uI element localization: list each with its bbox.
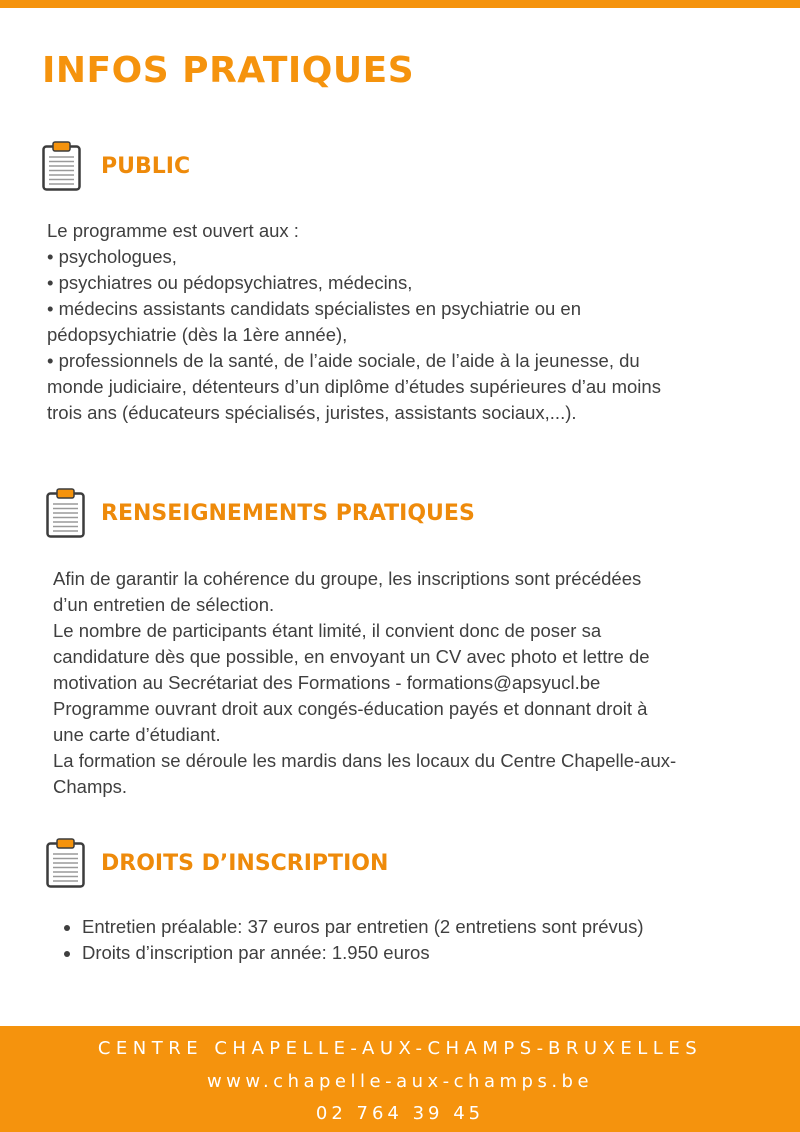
text-line: motivation au Secrétariat des Formations - formations@apsyucl.be xyxy=(53,672,601,693)
footer xyxy=(0,1026,800,1132)
text-line: • psychiatres ou pédopsychiatres, médecins, xyxy=(47,272,413,293)
clipboard-icon xyxy=(42,140,82,192)
section-heading-droits: DROITS D’INSCRIPTION xyxy=(101,851,389,876)
text-line: • professionnels de la santé, de l’aide sociale, de l’aide à la jeunesse, du xyxy=(47,350,640,371)
text-line: Afin de garantir la cohérence du groupe, les inscriptions sont précédées xyxy=(53,568,642,589)
footer-phone: 02 764 39 45 xyxy=(315,1103,485,1124)
text-line: Le nombre de participants étant limité, il convient donc de poser sa xyxy=(53,620,602,641)
text-line: trois ans (éducateurs spécialisés, juristes, assistants sociaux,...). xyxy=(47,402,577,423)
text-line: Champs. xyxy=(53,776,128,797)
clipboard-icon xyxy=(46,487,86,539)
page-title: INFOS PRATIQUES xyxy=(42,50,415,91)
text-line: La formation se déroule les mardis dans les locaux du Centre Chapelle-aux- xyxy=(53,750,677,771)
text-line: monde judiciaire, détenteurs d’un diplôme d’études supérieures d’au moins xyxy=(47,376,661,397)
text-line: • médecins assistants candidats spécialistes en psychiatrie ou en xyxy=(47,298,582,319)
text-line: • psychologues, xyxy=(47,246,177,267)
section-heading-public: PUBLIC xyxy=(101,154,191,179)
footer-website-link[interactable]: www.chapelle-aux-champs.be xyxy=(206,1071,594,1092)
section-heading-renseignements: RENSEIGNEMENTS PRATIQUES xyxy=(101,501,475,526)
text-line: une carte d’étudiant. xyxy=(53,724,221,745)
clipboard-icon xyxy=(46,837,86,889)
top-accent-bar xyxy=(0,0,800,8)
text-line: candidature dès que possible, en envoyant un CV avec photo et lettre de xyxy=(53,646,650,667)
public-text xyxy=(47,218,661,426)
text-line: d’un entretien de sélection. xyxy=(53,594,275,615)
text-line: pédopsychiatrie (dès la 1ère année), xyxy=(47,324,348,345)
list-item: • Entretien préalable: 37 euros par entretien (2 entretiens sont prévus) xyxy=(82,914,644,940)
list-item: • Droits d’inscription par année: 1.950 euros xyxy=(82,940,644,966)
fees-list xyxy=(62,914,644,966)
footer-center-name: CENTRE CHAPELLE-AUX-CHAMPS-BRUXELLES xyxy=(97,1038,703,1059)
text-line: Programme ouvrant droit aux congés-éducation payés et donnant droit à xyxy=(53,698,648,719)
text-line: Le programme est ouvert aux : xyxy=(47,220,299,241)
renseignements-text xyxy=(53,566,676,800)
